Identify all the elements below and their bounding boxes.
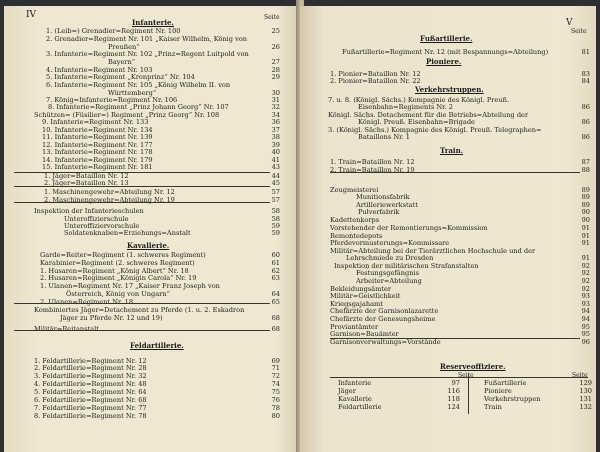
toc-entry-text: Kriegsgajahamt (330, 300, 383, 308)
toc-entry-page: 89 (581, 201, 590, 209)
toc-entry-page: 83 (581, 70, 590, 78)
toc-entry-text: Kadettenkorps (330, 216, 380, 224)
toc-entry-text: Militär=Abteilung bei der Tierärztlichen Hochschule und der (330, 247, 536, 255)
toc-entry-text: 8. Infanterie=Regiment „Prinz Johann Georg“ Nr. 107 (48, 103, 229, 111)
reserve-branch-page: 131 (579, 395, 592, 403)
toc-entry-text: 2. Train=Bataillon Nr. 19 (330, 166, 415, 174)
toc-entry-text: Bataillons Nr. 1 (358, 133, 410, 141)
toc-entry-text: Proviantämter (330, 323, 379, 331)
toc-entry-text: Königl. Preuß. Eisenbahn=Brigade (358, 118, 475, 126)
toc-entry-page: 37 (271, 126, 280, 134)
section-heading-reserveoffiziere: Reserveoffiziere. (440, 362, 506, 371)
seite-label: Seite (264, 14, 280, 21)
section-heading-kavallerie: Kavallerie. (127, 241, 170, 250)
table-divider (468, 374, 469, 414)
reserve-branch-name: Fußartillerie (484, 379, 527, 387)
toc-entry-text: 2. Husaren=Regiment „Königin Carola“ Nr. 19 (40, 274, 197, 282)
toc-entry-text: 3. (Königl. Sächs.) Kompagnie des Königl. Preuß. Telegraphen= (328, 126, 542, 134)
toc-entry-page: 90 (581, 208, 590, 216)
toc-entry-page: 58 (271, 207, 280, 215)
toc-entry-page: 58 (271, 215, 280, 223)
toc-entry-page: 72 (271, 372, 280, 380)
toc-entry-page: 36 (271, 118, 280, 126)
toc-entry-page: 39 (271, 141, 280, 149)
toc-entry-text: 1. Feldartillerie=Regiment Nr. 12 (34, 357, 147, 365)
toc-entry-text: 3. Infanterie=Regiment Nr. 102 „Prinz=Regent Luitpold von (46, 50, 249, 58)
reserve-branch-page: 97 (451, 379, 460, 387)
toc-entry-text: Unteroffizierschule (64, 215, 129, 223)
reserve-branch-page: 130 (579, 387, 592, 395)
toc-entry-text: 11. Infanterie=Regiment Nr. 139 (42, 133, 153, 141)
toc-entry-text: Bayern“ (108, 58, 136, 66)
toc-entry-text: Österreich, König von Ungarn“ (66, 290, 170, 298)
reserve-branch-page: 129 (579, 379, 592, 387)
toc-entry-page: 45 (271, 179, 280, 187)
toc-entry-page: 95 (581, 330, 590, 338)
toc-entry-text: Garnison=Bauämter (330, 330, 399, 338)
toc-entry-text: Garde=Reiter=Regiment (1. schweres Regiment) (40, 251, 206, 259)
toc-entry-page: 29 (271, 73, 280, 81)
reserve-branch-name: Train (484, 403, 502, 411)
toc-entry-page: 28 (271, 66, 280, 74)
toc-entry-page: 34 (271, 111, 280, 119)
toc-entry-page: 92 (581, 262, 590, 270)
toc-entry-text: Schützen= (Füsilier=) Regiment „Prinz Georg“ Nr. 108 (34, 111, 220, 119)
toc-entry-text: Preußen“ (108, 43, 140, 51)
reserve-branch-name: Jäger (338, 387, 356, 395)
toc-entry-page: 93 (581, 300, 590, 308)
toc-entry-page: 86 (581, 118, 590, 126)
toc-entry-page: 31 (271, 96, 280, 104)
toc-entry-text: 1. Jäger=Bataillon Nr. 12 (44, 172, 129, 180)
toc-entry-page: 88 (581, 166, 590, 174)
toc-entry-page: 63 (271, 274, 280, 282)
toc-entry-text: Eisenbahn=Regiments Nr. 2 (358, 103, 453, 111)
toc-entry-text: 12. Infanterie=Regiment Nr. 177 (42, 141, 153, 149)
toc-entry-page: 91 (581, 254, 590, 262)
reserve-branch-name: Pioniere (484, 387, 512, 395)
seite-label: Seite (458, 372, 474, 379)
toc-entry-text: 14. Infanterie=Regiment Nr. 179 (42, 156, 153, 164)
toc-entry-page: 26 (271, 43, 280, 51)
toc-entry-text: 1. (Leib=) Grenadier=Regiment Nr. 100 (46, 27, 181, 35)
toc-entry-text: 7. König=Infanterie=Regiment Nr. 106 (46, 96, 178, 104)
reserve-branch-name: Verkehrstruppen (484, 395, 541, 403)
toc-entry-page: 60 (271, 251, 280, 259)
divider (14, 186, 270, 187)
toc-entry-page: 41 (271, 156, 280, 164)
table-rule (330, 377, 588, 378)
toc-entry-page: 32 (271, 103, 280, 111)
reserve-branch-name: Feldartillerie (338, 403, 382, 411)
toc-entry-page: 44 (271, 172, 280, 180)
toc-entry-text: Württemberg“ (108, 89, 157, 97)
toc-entry-page: 86 (581, 103, 590, 111)
toc-entry-text: Chefärzte der Genesungsheime (330, 315, 436, 323)
toc-entry-text: Pulverfabrik (358, 208, 400, 216)
toc-entry-text: Fußartillerie=Regiment Nr. 12 (mit Bespannungs=Abteilung) (342, 48, 549, 56)
toc-entry-text: 6. Feldartillerie=Regiment Nr. 68 (34, 396, 147, 404)
toc-entry-text: 5. Feldartillerie=Regiment Nr. 64 (34, 388, 147, 396)
toc-entry-page: 65 (271, 298, 280, 306)
toc-entry-text: 7. u. 8. (Königl. Sächs.) Kompagnie des Königl. Preuß. (328, 96, 510, 104)
toc-entry-text: 10. Infanterie=Regiment Nr. 134 (42, 126, 153, 134)
toc-entry-page: 90 (581, 216, 590, 224)
toc-entry-text: 15. Infanterie=Regiment Nr. 181 (42, 163, 153, 171)
toc-entry-text: Inspektion der militärischen Strafanstalten (334, 262, 479, 270)
toc-entry-text: Munitionsfabrik (356, 193, 410, 201)
toc-entry-text: Jäger zu Pferde Nr. 12 und 19) (60, 314, 163, 322)
toc-entry-text: Lehrschmiede zu Dresden (346, 254, 434, 262)
toc-entry-page: 62 (271, 267, 280, 275)
toc-entry-text: 3. Feldartillerie=Regiment Nr. 32 (34, 372, 147, 380)
toc-entry-text: Unteroffiziervorschule (64, 222, 140, 230)
section-heading-train: Train. (440, 146, 464, 155)
toc-entry-text: Chefärzte der Garnisonlazarette (330, 307, 439, 315)
toc-entry-text: 2. Maschinengewehr=Abteilung Nr. 19 (44, 196, 175, 204)
toc-entry-text: 6. Infanterie=Regiment Nr. 105 „König Wilhelm II. von (46, 81, 231, 89)
toc-entry-page: 25 (271, 27, 280, 35)
toc-entry-page: 75 (271, 388, 280, 396)
reserve-branch-page: 132 (579, 403, 592, 411)
toc-entry-text: 1. Pionier=Bataillon Nr. 12 (330, 70, 421, 78)
reserve-branch-page: 116 (447, 387, 460, 395)
toc-entry-page: 27 (271, 58, 280, 66)
section-heading-pioniere: Pioniere. (426, 57, 462, 66)
toc-entry-text: Militär=Geistlichkeit (330, 292, 401, 300)
toc-entry-text: Arbeiter=Abteilung (356, 277, 422, 285)
page-number: IV (26, 10, 37, 20)
toc-entry-page: 84 (581, 77, 590, 85)
toc-entry-text: 7. Feldartillerie=Regiment Nr. 77 (34, 404, 147, 412)
section-heading-feldartillerie: Feldartillerie. (130, 341, 184, 350)
toc-entry-page: 64 (271, 290, 280, 298)
toc-entry-page: 59 (271, 222, 280, 230)
toc-entry-page: 92 (581, 269, 590, 277)
toc-entry-text: Bekleidungsämter (330, 285, 392, 293)
toc-entry-page: 86 (581, 133, 590, 141)
reserve-branch-name: Infanterie (338, 379, 372, 387)
right-page (300, 6, 596, 452)
toc-entry-page: 94 (581, 307, 590, 315)
left-page (4, 6, 300, 452)
toc-entry-text: Soldatenknaben=Erziehungs=Anstalt (64, 229, 191, 237)
toc-entry-page: 68 (271, 325, 280, 333)
toc-entry-page: 30 (271, 89, 280, 97)
reserve-branch-page: 124 (447, 403, 460, 411)
toc-entry-page: 89 (581, 193, 590, 201)
toc-entry-page: 78 (271, 404, 280, 412)
toc-entry-text: 2. Ulanen=Regiment Nr. 18 (40, 298, 134, 306)
toc-entry-text: 4. Infanterie=Regiment Nr. 103 (46, 66, 153, 74)
toc-entry-text: 4. Feldartillerie=Regiment Nr. 48 (34, 380, 147, 388)
section-heading-fussartillerie: Fußartillerie. (420, 34, 473, 43)
reserve-branch-page: 118 (447, 395, 460, 403)
toc-entry-text: Militär=Reitanstalt (34, 325, 99, 333)
toc-entry-page: 71 (271, 364, 280, 372)
toc-entry-page: 80 (271, 412, 280, 420)
toc-entry-text: Zeugmeisterei (330, 186, 379, 194)
section-heading-infanterie: Infanterie. (132, 18, 174, 27)
toc-entry-text: 9. Infanterie=Regiment Nr. 133 (42, 118, 149, 126)
toc-entry-text: 2. Pionier=Bataillon Nr. 22 (330, 77, 421, 85)
toc-entry-text: Inspektion der Infanterieschulen (34, 207, 144, 215)
toc-entry-page: 43 (271, 163, 280, 171)
toc-entry-page: 92 (581, 285, 590, 293)
toc-entry-text: 8. Feldartillerie=Regiment Nr. 78 (34, 412, 147, 420)
toc-entry-text: 5. Infanterie=Regiment „Kronprinz“ Nr. 104 (46, 73, 195, 81)
toc-entry-text: Remontedepots (330, 232, 383, 240)
toc-entry-page: 81 (581, 48, 590, 56)
toc-entry-page: 69 (271, 357, 280, 365)
toc-entry-text: 2. Feldartillerie=Regiment Nr. 28 (34, 364, 147, 372)
toc-entry-text: Karabinier=Regiment (2. schweres Regiment) (40, 259, 195, 267)
toc-entry-text: 1. Train=Bataillon Nr. 12 (330, 158, 415, 166)
toc-entry-page: 96 (581, 338, 590, 346)
toc-entry-text: 2. Grenadier=Regiment Nr. 101 „Kaiser Wilhelm, König von (46, 35, 248, 43)
toc-entry-page: 57 (271, 196, 280, 204)
toc-entry-page: 61 (271, 259, 280, 267)
divider (14, 172, 270, 173)
page-number: V (566, 18, 573, 28)
toc-entry-page: 91 (581, 232, 590, 240)
toc-entry-text: 13. Infanterie=Regiment Nr. 178 (42, 148, 153, 156)
reserve-branch-name: Kavallerie (338, 395, 372, 403)
seite-label: Seite (571, 28, 587, 35)
toc-entry-text: 1. Husaren=Regiment „König Albert“ Nr. 18 (40, 267, 189, 275)
toc-entry-text: 1. Ulanen=Regiment Nr. 17 „Kaiser Franz Joseph von (40, 282, 220, 290)
divider (14, 303, 270, 304)
toc-entry-page: 87 (581, 158, 590, 166)
toc-entry-page: 76 (271, 396, 280, 404)
toc-entry-text: Pferdevormusterungs=Kommissare (330, 239, 450, 247)
divider (330, 172, 580, 173)
toc-entry-text: 1. Maschinengewehr=Abteilung Nr. 12 (44, 188, 175, 196)
toc-entry-page: 38 (271, 133, 280, 141)
toc-entry-page: 95 (581, 323, 590, 331)
divider (14, 202, 270, 203)
divider (14, 330, 270, 331)
toc-entry-text: 2. Jäger=Bataillon Nr. 13 (44, 179, 129, 187)
toc-entry-text: Vorstehender der Remontierungs=Kommission (330, 224, 488, 232)
toc-entry-page: 91 (581, 224, 590, 232)
toc-entry-page: 91 (581, 239, 590, 247)
section-heading-verkehrstruppen: Verkehrstruppen. (415, 85, 484, 94)
toc-entry-page: 59 (271, 229, 280, 237)
toc-entry-text: Garnisonverwaltungs=Vorstände (330, 338, 441, 346)
toc-entry-page: 92 (581, 277, 590, 285)
toc-entry-page: 74 (271, 380, 280, 388)
toc-entry-page: 40 (271, 148, 280, 156)
toc-entry-page: 57 (271, 188, 280, 196)
toc-entry-text: Artilleriewerkstatt (356, 201, 418, 209)
toc-entry-page: 93 (581, 292, 590, 300)
toc-entry-text: Königl. Sächs. Detachement für die Betriebs=Abteilung der (328, 111, 529, 119)
toc-entry-page: 94 (581, 315, 590, 323)
toc-entry-page: 68 (271, 314, 280, 322)
divider (330, 338, 580, 339)
seite-label: Seite (572, 372, 588, 379)
toc-entry-text: Festungsgefängnis (356, 269, 419, 277)
toc-entry-text: Kombiniertes Jäger=Detachement zu Pferde (1. u. 2. Eskadron (34, 306, 245, 314)
toc-entry-page: 89 (581, 186, 590, 194)
